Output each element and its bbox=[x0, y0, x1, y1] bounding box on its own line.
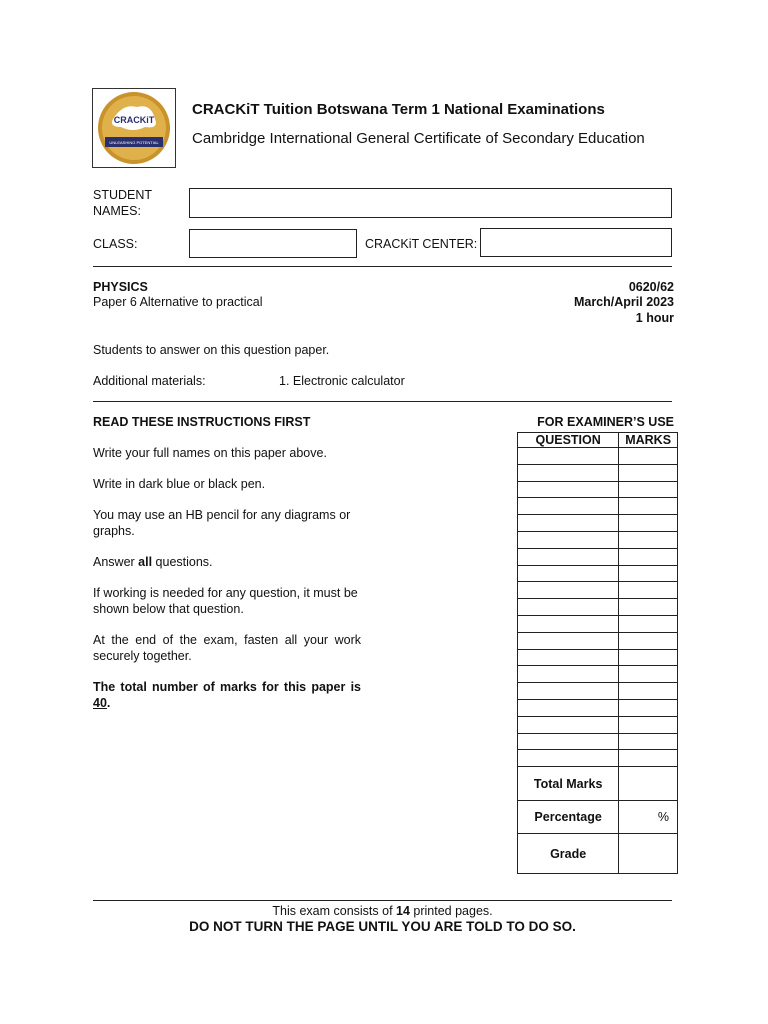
marks-cell[interactable] bbox=[619, 599, 678, 616]
class-label: CLASS: bbox=[93, 237, 138, 251]
question-cell[interactable] bbox=[518, 464, 619, 481]
marks-cell[interactable] bbox=[619, 733, 678, 750]
table-row bbox=[518, 448, 678, 465]
paper-component: Paper 6 Alternative to practical bbox=[93, 295, 263, 309]
question-cell[interactable] bbox=[518, 733, 619, 750]
table-row bbox=[518, 498, 678, 515]
instructions-heading: READ THESE INSTRUCTIONS FIRST bbox=[93, 415, 311, 429]
question-cell[interactable] bbox=[518, 750, 619, 767]
question-cell[interactable] bbox=[518, 699, 619, 716]
paper-code: 0620/62 bbox=[628, 280, 674, 294]
question-cell[interactable] bbox=[518, 515, 619, 532]
pages-count: 14 bbox=[396, 904, 410, 918]
logo-frame bbox=[92, 88, 176, 168]
question-cell[interactable] bbox=[518, 632, 619, 649]
materials-label: Additional materials: bbox=[93, 374, 206, 388]
class-field[interactable] bbox=[189, 229, 357, 258]
total-prefix: The total number of marks for this paper is bbox=[93, 680, 361, 694]
marks-cell[interactable] bbox=[619, 582, 678, 599]
question-cell[interactable] bbox=[518, 565, 619, 582]
instruction-item: At the end of the exam, fasten all your work securely together. bbox=[93, 633, 361, 663]
names-label-line2: NAMES: bbox=[93, 204, 141, 218]
question-cell[interactable] bbox=[518, 582, 619, 599]
do-not-turn-warning: DO NOT TURN THE PAGE UNTIL YOU ARE TOLD TO DO SO. bbox=[189, 919, 576, 934]
marks-cell[interactable] bbox=[619, 716, 678, 733]
table-row bbox=[518, 733, 678, 750]
marks-cell[interactable] bbox=[619, 750, 678, 767]
marks-cell[interactable] bbox=[619, 531, 678, 548]
answer-note: Students to answer on this question paper. bbox=[93, 343, 330, 357]
table-row bbox=[518, 699, 678, 716]
center-field[interactable] bbox=[480, 228, 672, 257]
subject: PHYSICS bbox=[93, 280, 148, 294]
question-cell[interactable] bbox=[518, 716, 619, 733]
marks-cell[interactable] bbox=[619, 615, 678, 632]
instructions-list bbox=[93, 445, 361, 711]
total-marks-value: 40 bbox=[93, 696, 107, 710]
table-row bbox=[518, 531, 678, 548]
total-suffix: . bbox=[106, 696, 111, 710]
materials-value: 1. Electronic calculator bbox=[279, 374, 405, 388]
exam-title: CRACKiT Tuition Botswana Term 1 National Examinations bbox=[192, 101, 605, 118]
table-row bbox=[518, 515, 678, 532]
table-row bbox=[518, 599, 678, 616]
percentage-cell[interactable]: % bbox=[619, 801, 678, 834]
marks-cell[interactable] bbox=[619, 464, 678, 481]
divider-3 bbox=[93, 900, 672, 901]
grade-row bbox=[518, 834, 678, 874]
table-row bbox=[518, 548, 678, 565]
marks-cell[interactable] bbox=[619, 666, 678, 683]
examiner-heading: FOR EXAMINER’S USE bbox=[537, 415, 674, 429]
instruction-item: You may use an HB pencil for any diagrams or graphs. bbox=[93, 508, 351, 538]
answer-bold: all bbox=[138, 555, 153, 569]
question-cell[interactable] bbox=[518, 666, 619, 683]
marks-cell[interactable] bbox=[619, 548, 678, 565]
grade-cell[interactable] bbox=[619, 834, 678, 874]
instruction-item: Write in dark blue or black pen. bbox=[93, 477, 266, 491]
marks-cell[interactable] bbox=[619, 632, 678, 649]
table-row bbox=[518, 632, 678, 649]
question-cell[interactable] bbox=[518, 498, 619, 515]
question-cell[interactable] bbox=[518, 481, 619, 498]
logo-name: CRACKiT bbox=[113, 115, 155, 125]
grade-label: Grade bbox=[518, 834, 619, 874]
marks-cell[interactable] bbox=[619, 515, 678, 532]
question-cell[interactable] bbox=[518, 615, 619, 632]
percentage-row bbox=[518, 801, 678, 834]
table-row bbox=[518, 565, 678, 582]
crackit-logo-icon bbox=[93, 89, 175, 167]
marks-cell[interactable] bbox=[619, 481, 678, 498]
pages-note bbox=[93, 903, 672, 919]
total-marks-note bbox=[93, 679, 361, 711]
divider-2 bbox=[93, 401, 672, 402]
exam-session: March/April 2023 bbox=[573, 295, 674, 309]
examiner-table bbox=[517, 432, 678, 874]
exam-duration: 1 hour bbox=[635, 311, 674, 325]
pages-prefix: This exam consists of bbox=[272, 904, 397, 918]
question-cell[interactable] bbox=[518, 448, 619, 465]
divider-1 bbox=[93, 266, 672, 267]
pages-suffix: printed pages. bbox=[409, 904, 493, 918]
marks-cell[interactable] bbox=[619, 649, 678, 666]
instruction-answer-all bbox=[93, 554, 361, 570]
question-cell[interactable] bbox=[518, 531, 619, 548]
answer-suffix: questions. bbox=[152, 555, 213, 569]
marks-cell[interactable] bbox=[619, 699, 678, 716]
percentage-label: Percentage bbox=[518, 801, 619, 834]
marks-cell[interactable] bbox=[619, 565, 678, 582]
table-row bbox=[518, 666, 678, 683]
student-names-field[interactable] bbox=[189, 188, 672, 218]
marks-cell[interactable] bbox=[619, 498, 678, 515]
center-label: CRACKiT CENTER: bbox=[365, 237, 478, 251]
logo-tagline: UNLEASHING POTENTIAL bbox=[109, 140, 159, 145]
table-row bbox=[518, 582, 678, 599]
instruction-item: Write your full names on this paper above. bbox=[93, 446, 327, 460]
table-row bbox=[518, 464, 678, 481]
exam-subtitle: Cambridge International General Certificate of Secondary Education bbox=[192, 130, 645, 147]
marks-cell[interactable] bbox=[619, 448, 678, 465]
marks-cell[interactable] bbox=[619, 683, 678, 700]
table-row bbox=[518, 649, 678, 666]
table-row bbox=[518, 750, 678, 767]
question-cell[interactable] bbox=[518, 649, 619, 666]
question-cell[interactable] bbox=[518, 599, 619, 616]
instruction-item: If working is needed for any question, it must be shown below that question. bbox=[93, 586, 358, 616]
col-question: QUESTION bbox=[518, 433, 619, 448]
answer-prefix: Answer bbox=[93, 555, 139, 569]
total-marks-row bbox=[518, 767, 678, 801]
table-row bbox=[518, 683, 678, 700]
total-marks-label: Total Marks bbox=[518, 767, 619, 801]
total-marks-cell[interactable] bbox=[619, 767, 678, 801]
question-cell[interactable] bbox=[518, 683, 619, 700]
table-row bbox=[518, 615, 678, 632]
table-row bbox=[518, 716, 678, 733]
names-label-line1: STUDENT bbox=[93, 188, 153, 202]
student-names-label bbox=[93, 187, 152, 219]
question-cell[interactable] bbox=[518, 548, 619, 565]
col-marks: MARKS bbox=[619, 433, 678, 448]
table-row bbox=[518, 481, 678, 498]
